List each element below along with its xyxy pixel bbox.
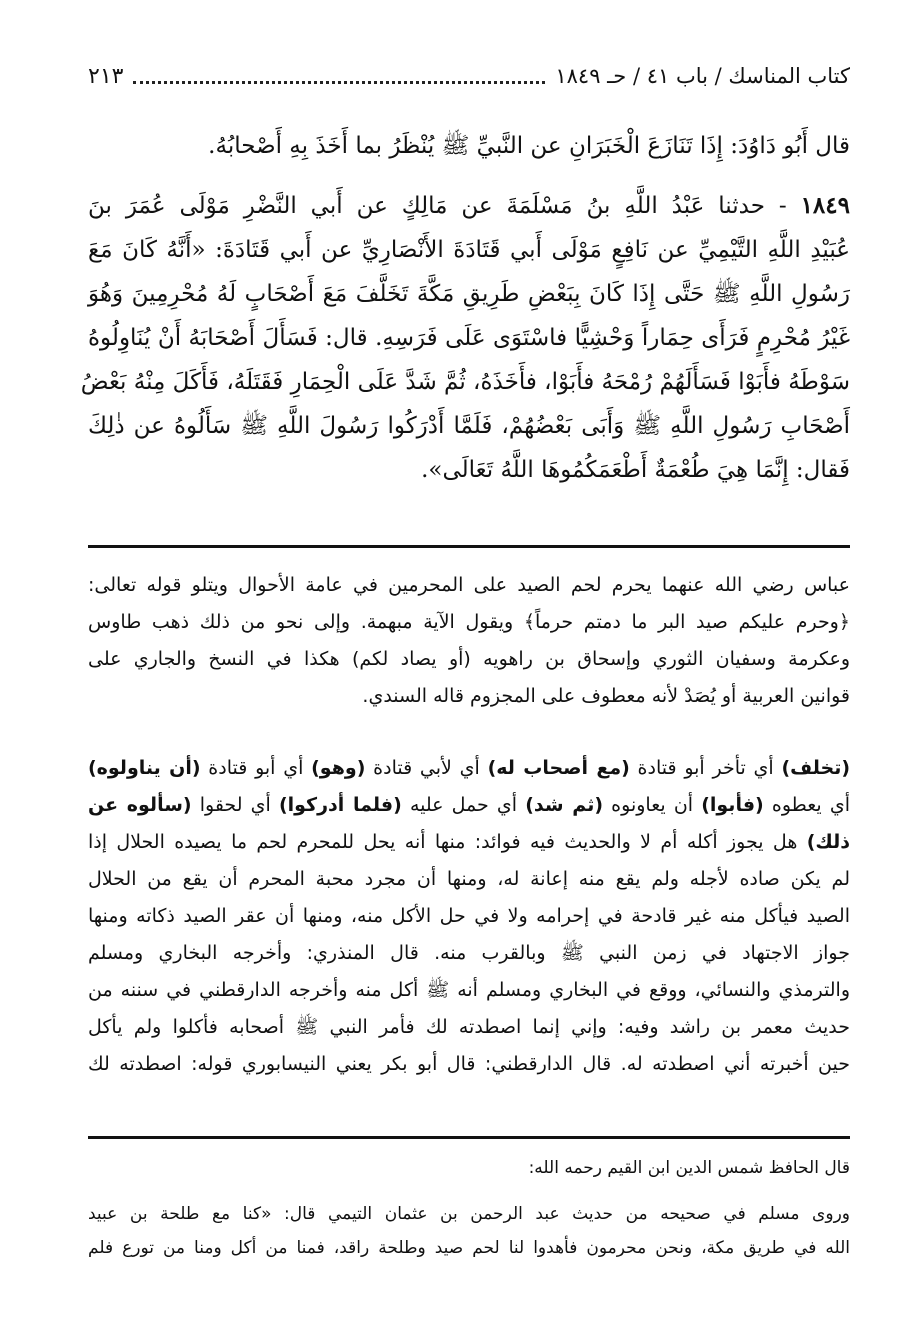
footnote-divider [88,545,850,548]
hadith-line: عُبَيْدِ اللَّهِ التَّيْمِيِّ عن نَافِعٍ مَوْلَى أَبي قَتَادَةَ الأَنْصَارِيِّ عن أَبي قَتَادَةَ: «أَنَّهُ كَانَ مَعَ [88,237,851,263]
commentary-line: عباس رضي الله عنهما يحرم لحم الصيد على المحرمين في عامة الأحوال ويتلو قوله تعالى: [88,574,850,596]
commentary-line: جواز الاجتهاد في زمن النبي ﷺ وبالقرب منه. قال المنذري: وأخرجه البخاري ومسلم [88,942,850,964]
commentary-line: حديث معمر بن راشد وفيه: وإني إنما اصطدته لك فأمر النبي ﷺ أصحابه فأكلوا ولم يأكل [88,1016,850,1038]
commentary-continued [88,567,850,715]
hadith-line: ١٨٤٩ - حدثنا عَبْدُ اللَّهِ بنُ مَسْلَمَةَ عن مَالِكٍ عن أَبي النَّضْرِ مَوْلَى عُمَرَ بنَ [88,192,850,219]
page-number: ٢١٣ [88,63,124,89]
commentary-line: الصيد فيأكل منه غير قادحة في إحرامه ولا في حل الأكل منه، ومنها أن عقر الصيد ذكاته ومنها [88,905,850,927]
page-header [88,58,850,94]
commentary-block [88,750,850,1083]
commentary-line: (تخلف) أي تأخر أبو قتادة (مع أصحاب له) أي لأبي قتادة (وهو) أي أبو قتادة (أن يناولوه) [88,757,851,779]
abu-dawud-text: قال أَبُو دَاوُدَ: إِذَا تَنَازَعَ الْخَبَرَانِ عن النَّبيِّ ﷺ يُنْظَرُ بما أَخَذَ بِهِ أَصْحابُهُ. [208,133,850,159]
commentary-line: والترمذي والنسائي، ووقع في البخاري ومسلم أنه ﷺ أكل منه وأخرجه الدارقطني في سننه من [88,979,850,1001]
ibn-qayyim-heading: قال الحافظ شمس الدين ابن القيم رحمه الله: [528,1158,850,1178]
leader-dots [133,81,545,84]
hadith-line: أَصْحَابِ رَسُولِ اللَّهِ ﷺ وَأَبَى بَعْضُهُمْ، فَلَمَّا أَدْرَكُوا رَسُولَ اللَّهِ ﷺ سَأَلُوهُ عن ذٰلِكَ [88,413,850,439]
commentary-line: أي يعطوه (فأبوا) أن يعاونوه (ثم شد) أي حمل عليه (فلما أدركوا) أي لحقوا (سألوه عن [88,794,850,816]
hadith-block [80,184,851,492]
abu-dawud-note [88,124,850,168]
hadith-line: رَسُولِ اللَّهِ ﷺ حَتَّى إِذَا كَانَ بِبَعْضِ طَرِيقِ مَكَّةَ تَخَلَّفَ مَعَ أَصْحَابٍ لَهُ مُحْرِمِينَ وَهُوَ [88,281,850,307]
hadith-line: فَقال: إِنَّمَا هِيَ طُعْمَةٌ أَطْعَمَكُمُوهَا اللَّهُ تَعَالَى». [421,457,850,483]
ibn-qayyim-note [88,1151,850,1265]
commentary-line: ﴿وحرم عليكم صيد البر ما دمتم حرماً﴾ ويقول الآية مبهمة. وإلى نحو من ذلك ذهب طاوس [88,611,850,633]
hadith-number: ١٨٤٩ [800,192,850,219]
commentary-line: ذلك) هل يجوز أكله أم لا والحديث فيه فوائد: منها أنه يحل للمحرم لحم ما يصيده الحلال إذا [88,831,850,853]
footnote-divider [88,1136,850,1139]
commentary-line: قوانين العربية أو يُصَدْ لأنه معطوف على المجزوم قاله السندي. [362,685,850,707]
hadith-line: سَوْطَهُ فأَبَوْا فَسَأَلَهُمْ رُمْحَهُ فأَبَوْا، فأَخَذَهُ، ثُمَّ شَدَّ عَلَى الْحِمَارِ فَقَتَلَهُ، فَأَكَلَ مِنْهُ بَعْضُ [80,369,850,395]
hadith-line: غَيْرُ مُحْرِمٍ فَرَأَى حِمَاراً وَحْشِيًّا فاسْتَوَى عَلَى فَرَسِهِ. قال: فَسَأَلَ أَصْحَابَهُ أَنْ يُنَاوِلُوهُ [88,325,850,351]
commentary-line: حين أخبرته أني اصطدته له. قال الدارقطني: قال أبو بكر يعني النيسابوري قوله: اصطدته لك [88,1053,850,1075]
commentary-line: وعكرمة وسفيان الثوري وإسحاق بن راهويه (أو يصاد لكم) هكذا في النسخ والجاري على [88,648,850,670]
ibn-qayyim-line: الله في طريق مكة، ونحن محرمون فأهدوا لنا لحم صيد وطلحة راقد، فمنا من أكل ومنا من تورع فلم [88,1238,850,1258]
commentary-line: لم يكن صاده لأجله ولم يقع منه إعانة له، ومنها أن مجرد محبة المحرم أن يقع من الحلال [88,868,850,890]
running-title: كتاب المناسك / باب ٤١ / حـ ١٨٤٩ [555,64,850,88]
ibn-qayyim-line: وروى مسلم في صحيحه من حديث عبد الرحمن بن عثمان التيمي قال: «كنا مع طلحة بن عبيد [88,1204,850,1224]
